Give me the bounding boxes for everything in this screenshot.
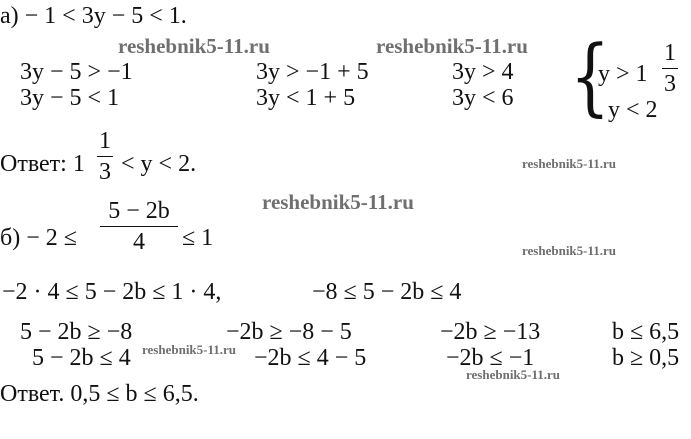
part-b-fraction xyxy=(100,198,178,255)
answer-fraction xyxy=(97,128,113,185)
part-b-fraction-den: 4 xyxy=(133,229,145,255)
part-a-row2-col2: 3y < 1 + 5 xyxy=(256,85,356,111)
part-a-row1-col2: 3y > −1 + 5 xyxy=(256,59,369,85)
part-b-row2-col2: −2b ≤ 4 − 5 xyxy=(254,345,367,371)
answer-fraction-num: 1 xyxy=(99,128,111,154)
part-b-row2-col1: 5 − 2b ≤ 4 xyxy=(32,345,131,371)
system-line2: y < 2 xyxy=(608,97,658,123)
part-a-row1-col1: 3y − 5 > −1 xyxy=(20,59,133,85)
watermark: reshebnik5-11.ru xyxy=(466,367,561,382)
watermark: reshebnik5-11.ru xyxy=(118,34,270,58)
part-b-answer: Ответ. 0,5 ≤ b ≤ 6,5. xyxy=(0,381,199,407)
part-b-header-left: б) − 2 ≤ xyxy=(0,225,77,251)
fraction-bar xyxy=(100,226,178,227)
watermark: reshebnik5-11.ru xyxy=(142,342,237,357)
fraction-bar xyxy=(97,156,113,157)
watermark: reshebnik5-11.ru xyxy=(522,243,617,258)
watermark: reshebnik5-11.ru xyxy=(522,156,617,171)
part-a-row2-col1: 3y − 5 < 1 xyxy=(20,85,120,111)
part-b-header-right: ≤ 1 xyxy=(182,225,214,251)
part-a-answer-rest: < y < 2. xyxy=(121,151,197,177)
part-b-line2-left: −2 · 4 ≤ 5 − 2b ≤ 1 · 4, xyxy=(2,279,222,305)
part-b-row2-col4: b ≥ 0,5 xyxy=(612,345,680,371)
part-b-row1-col2: −2b ≥ −8 − 5 xyxy=(226,319,352,345)
system-fraction xyxy=(662,40,678,97)
part-b-row1-col3: −2b ≥ −13 xyxy=(440,319,541,345)
part-b-fraction-num: 5 − 2b xyxy=(108,198,170,224)
system-fraction-num: 1 xyxy=(664,40,676,66)
system-brace: { xyxy=(570,27,611,125)
system-fraction-den: 3 xyxy=(664,71,676,97)
fraction-bar xyxy=(662,68,678,69)
answer-fraction-den: 3 xyxy=(99,159,111,185)
part-b-row1-col1: 5 − 2b ≥ −8 xyxy=(20,319,133,345)
part-b-row2-col3: −2b ≤ −1 xyxy=(446,345,535,371)
watermark: reshebnik5-11.ru xyxy=(376,34,528,58)
part-a-row1-col3: 3y > 4 xyxy=(452,59,514,85)
watermark: reshebnik5-11.ru xyxy=(262,190,414,214)
part-a-header: а) − 1 < 3y − 5 < 1. xyxy=(0,3,187,29)
part-b-line2-right: −8 ≤ 5 − 2b ≤ 4 xyxy=(312,279,462,305)
part-a-row2-col3: 3y < 6 xyxy=(452,85,514,111)
system-line1: y > 1 xyxy=(598,61,648,87)
part-b-row1-col4: b ≤ 6,5 xyxy=(612,319,680,345)
part-a-answer-label: Ответ: 1 xyxy=(0,151,85,177)
